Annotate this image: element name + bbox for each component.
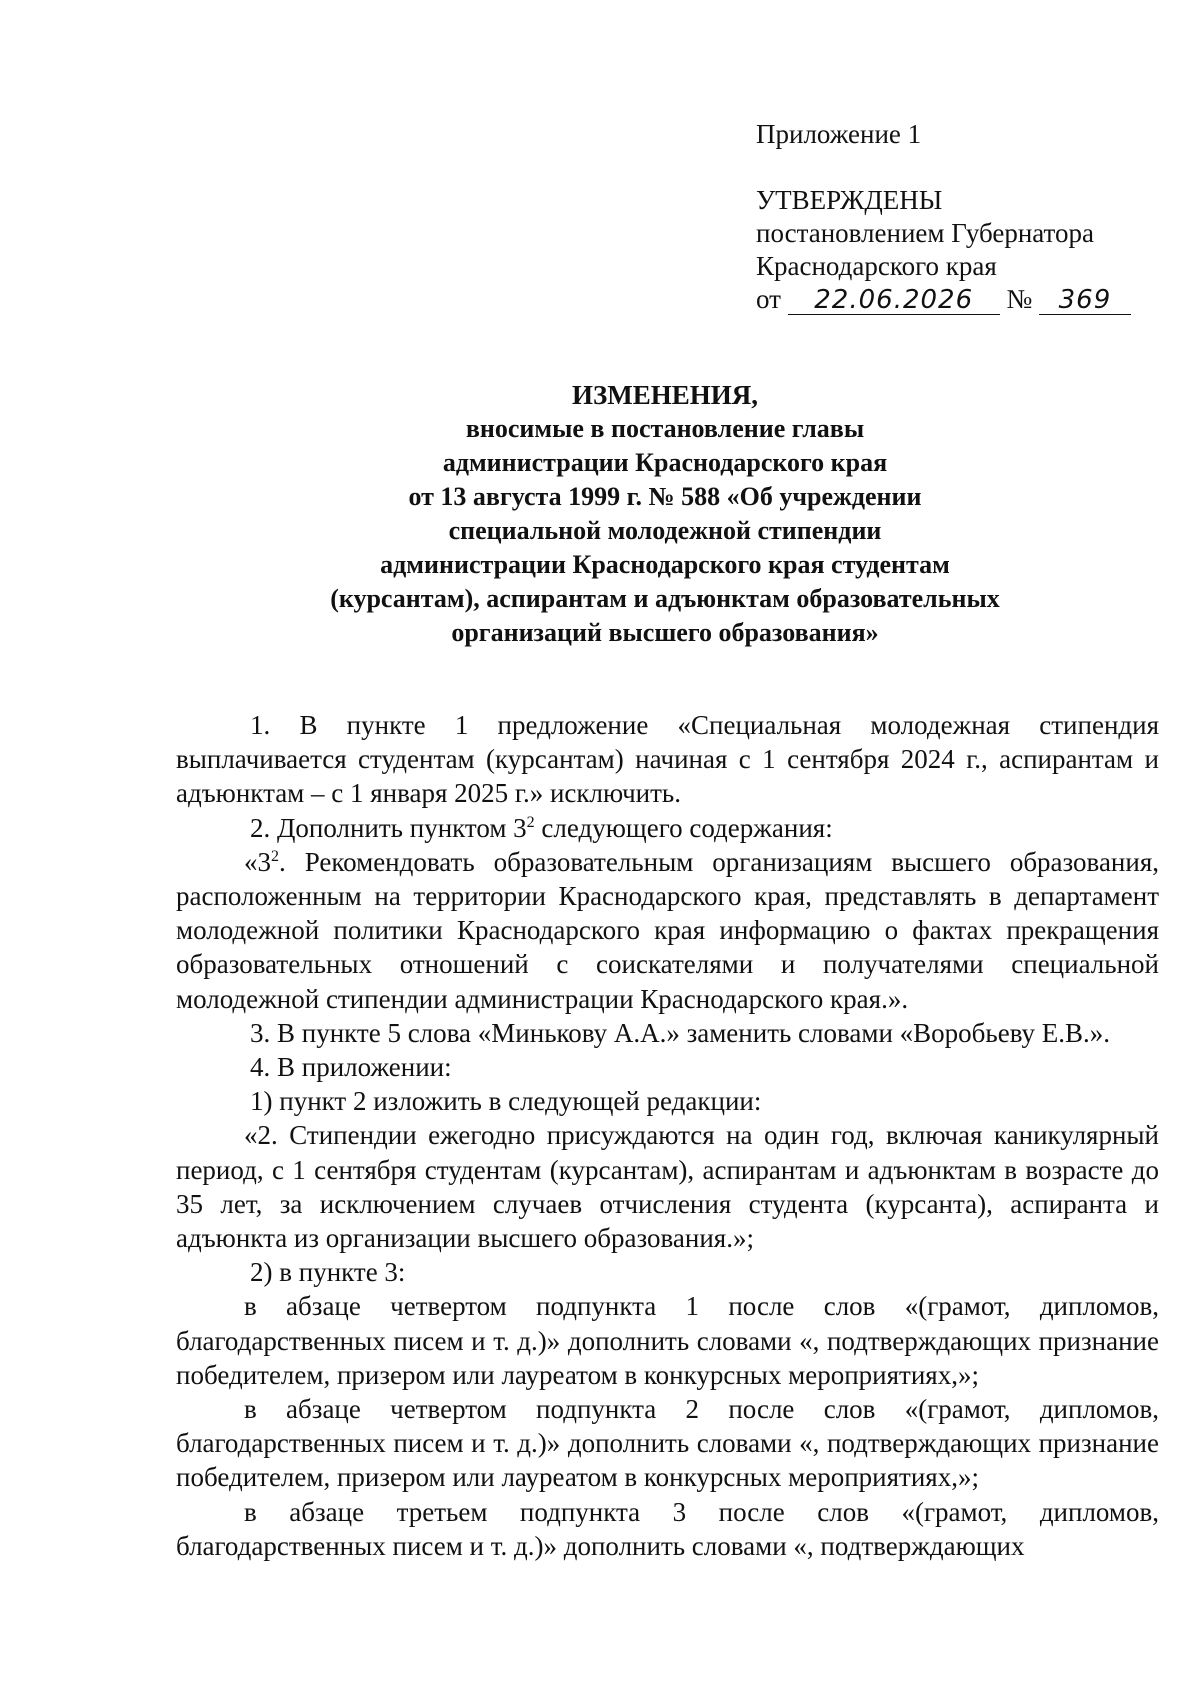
paragraph-6: 1) пункт 2 изложить в следующей редакции: bbox=[250, 1086, 762, 1117]
handwritten-number: 369 bbox=[1039, 286, 1131, 315]
annex-label: Приложение 1 bbox=[756, 119, 922, 149]
paragraph-10: в абзаце четвертом подпункта 2 после слов «(грамот, дипломов, благодарственных писем и т. д.)» дополнить словами «, подтверждающих признание победителем, призером или лауреатом в конкурсных мероприятиях,»; bbox=[176, 1394, 1159, 1493]
superscript: 2 bbox=[526, 813, 535, 831]
approval-date-line bbox=[756, 283, 1156, 316]
paragraph-3 bbox=[176, 845, 1159, 1016]
date-prefix: от bbox=[756, 284, 781, 314]
paragraph-9: в абзаце четвертом подпункта 1 после слов «(грамот, дипломов, благодарственных писем и т. д.)» дополнить словами «, подтверждающих признание победителем, призером или лауреатом в конкурсных мероприятиях,»; bbox=[176, 1291, 1159, 1390]
paragraph-2-text-end: следующего содержания: bbox=[534, 812, 833, 843]
number-prefix: № bbox=[1006, 284, 1033, 314]
paragraph-11: в абзаце третьем подпункта 3 после слов «(грамот, дипломов, благодарственных писем и т. д.)» дополнить словами «, подтверждающих bbox=[176, 1496, 1159, 1561]
paragraph-3-text: «3 bbox=[244, 846, 271, 877]
approval-block bbox=[756, 118, 1156, 316]
document-title bbox=[160, 378, 1170, 650]
paragraph-5: 4. В приложении: bbox=[250, 1052, 452, 1083]
handwritten-date: 22.06.2026 bbox=[788, 286, 1000, 315]
paragraph-8: 2) в пункте 3: bbox=[250, 1257, 406, 1288]
title-line: администрации Краснодарского края студентам bbox=[380, 550, 950, 579]
title-line: специальной молодежной стипендии bbox=[448, 516, 882, 545]
paragraph-1: 1. В пункте 1 предложение «Специальная молодежная стипендия выплачивается студентам (курсантам) начиная с 1 сентября 2024 г., аспирантам и адъюнктам – с 1 января 2025 г.» исключить. bbox=[176, 710, 1159, 809]
title-line: от 13 августа 1999 г. № 588 «Об учреждении bbox=[408, 482, 922, 511]
title-line: (курсантам), аспирантам и адъюнктам образовательных bbox=[330, 584, 1000, 613]
document-body bbox=[176, 708, 1159, 1563]
approved-region-line: Краснодарского края bbox=[756, 251, 997, 281]
paragraph-2 bbox=[176, 811, 1159, 845]
paragraph-3-text-end: . Рекомендовать образовательным организациям высшего образования, расположенным на территории Краснодарского края, представлять в департамент молодежной политики Краснодарского края информацию о фактах прекращения образовательных отношений с соискателями и получателями специальной молодежной стипендии администрации Краснодарского края.». bbox=[176, 846, 1159, 1014]
approved-by-line: постановлением Губернатора bbox=[756, 218, 1094, 248]
paragraph-4: 3. В пункте 5 слова «Минькову А.А.» заменить словами «Воробьеву Е.В.». bbox=[250, 1017, 1111, 1048]
title-line: организаций высшего образования» bbox=[451, 618, 879, 647]
paragraph-2-text: 2. Дополнить пунктом 3 bbox=[250, 812, 527, 843]
title-line: администрации Краснодарского края bbox=[442, 448, 888, 477]
paragraph-7: «2. Стипендии ежегодно присуждаются на один год, включая каникулярный период, с 1 сентября студентам (курсантам), аспирантам и адъюнктам в возрасте до 35 лет, за исключением случаев отчисления студента (курсанта), аспиранта и адъюнкта из организации высшего образования.»; bbox=[176, 1120, 1159, 1254]
superscript: 2 bbox=[271, 847, 279, 865]
title-line: вносимые в постановление главы bbox=[465, 414, 865, 443]
title-heading: ИЗМЕНЕНИЯ, bbox=[571, 380, 758, 410]
approved-label: УТВЕРЖДЕНЫ bbox=[756, 185, 943, 215]
